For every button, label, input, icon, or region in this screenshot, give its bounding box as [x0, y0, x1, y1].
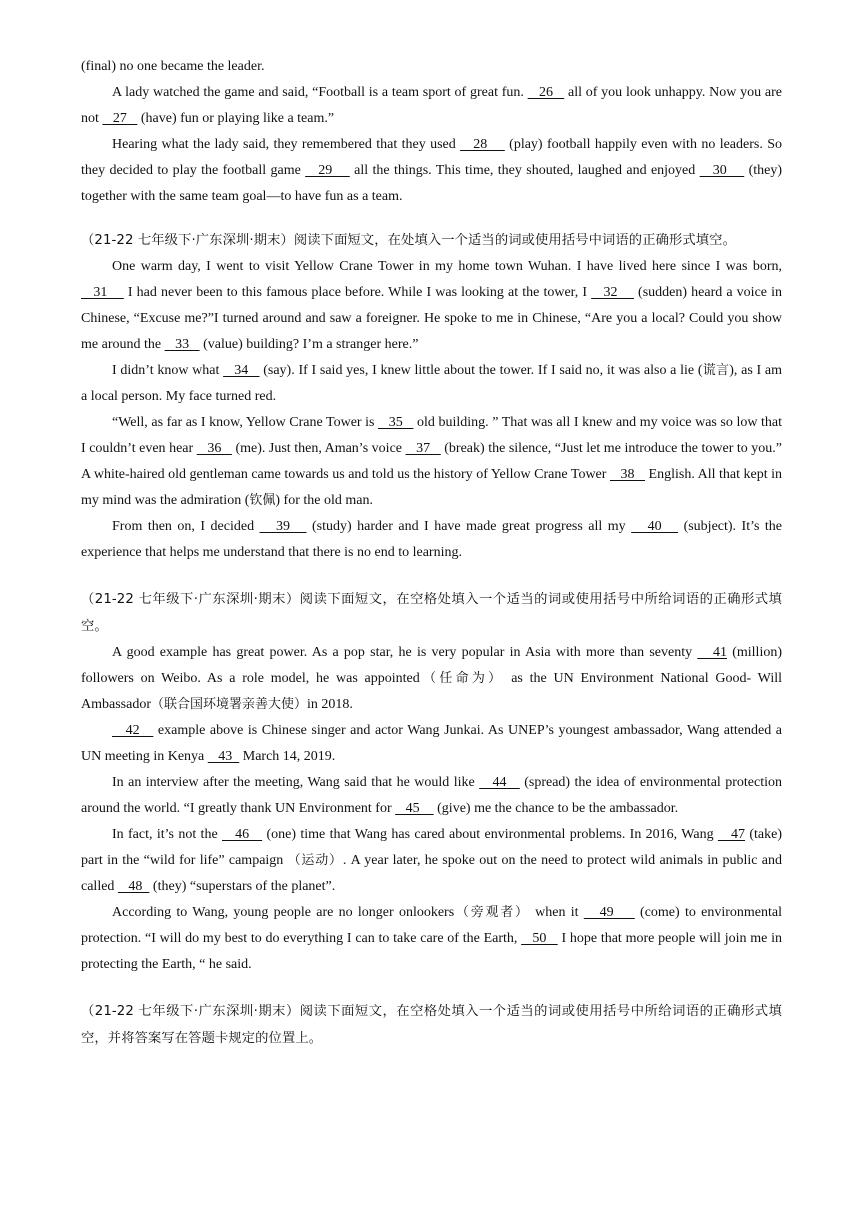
- chinese-gloss: （运动）: [287, 853, 343, 868]
- answer-blank: 32: [591, 285, 634, 300]
- text-run: (value) building? I’m a stranger here.”: [199, 337, 419, 352]
- answer-blank: 26: [527, 85, 565, 100]
- answer-blank: 44: [479, 775, 520, 790]
- text-run: all the things. This time, they shouted, laughed and enjoyed: [349, 163, 700, 178]
- answer-blank: 46: [222, 827, 263, 842]
- answer-blank: 50: [521, 931, 558, 946]
- answer-blank: 37: [405, 441, 441, 456]
- answer-blank: 39: [259, 519, 307, 534]
- text-run: (sudden) heard a voice in Chinese, “Excuse me?”I turned around and saw a foreigner. He spoke to me in Chinese, “Are you a local? Could you show me around the: [81, 285, 782, 352]
- paragraph: [81, 54, 782, 80]
- text-run: (break) the silence, “Just let me introduce the tower to you.” A white-haired old gentleman came towards us and told us the history of Yellow Crane Tower: [81, 441, 783, 482]
- text-run: old building. ” That was all I knew and my voice was so low that I couldn’t even hear: [81, 415, 782, 456]
- paragraph: [81, 410, 782, 514]
- text-run: A good example has great power. As a pop star, he is very popular in Asia with more than seventy: [112, 645, 698, 660]
- answer-blank: 48: [117, 879, 150, 894]
- text-run: I had never been to this famous place before. While I was looking at the tower, I: [123, 285, 592, 300]
- paragraph: [81, 900, 782, 978]
- chinese-gloss: 钦佩: [249, 493, 276, 508]
- passage-3: [81, 640, 782, 978]
- text-run: March 14, 2019.: [239, 749, 336, 764]
- answer-blank: 42: [112, 723, 154, 738]
- paragraph: [81, 514, 782, 566]
- text-run: English. All that kept in my mind was the admiration (: [81, 467, 783, 508]
- answer-blank: 36: [196, 441, 232, 456]
- text-run: From then on, I decided: [112, 519, 260, 534]
- paragraph: [81, 822, 782, 900]
- answer-blank: 27: [102, 111, 138, 126]
- answer-blank: 40: [631, 519, 679, 534]
- answer-blank: 29: [305, 163, 350, 178]
- paragraph: [81, 718, 782, 770]
- text-run: (one) time that Wang has cared about environmental problems. In 2016, Wang: [262, 827, 718, 842]
- answer-blank: 28: [460, 137, 505, 152]
- text-run: in 2018.: [307, 697, 353, 712]
- chinese-gloss: （联合国环境署亲善大使）: [151, 697, 308, 712]
- answer-blank: 31: [81, 285, 124, 300]
- paragraph: [81, 132, 782, 210]
- answer-blank: 30: [699, 163, 745, 178]
- text-run: . A year later, he spoke out on the need to protect wild animals in public and called: [81, 853, 782, 894]
- answer-blank: 35: [378, 415, 414, 430]
- section-header-3: （21-22 七年级下·广东深圳·期末）阅读下面短文，在空格处填入一个适当的词或使用括号中所给词语的正确形式填空。: [81, 592, 782, 634]
- answer-blank: 45: [395, 801, 434, 816]
- answer-blank: 43: [207, 749, 240, 764]
- text-run: (play) football happily even with no leaders. So they decided to play the football game: [81, 137, 782, 178]
- text-run: ), as I am a local person. My face turned red.: [81, 363, 783, 404]
- answer-blank: 33: [164, 337, 200, 352]
- text-run: (give) me the chance to be the ambassador.: [433, 801, 679, 816]
- text-run: as the UN Environment National Good- Will Ambassador: [81, 671, 782, 712]
- answer-blank: 38: [609, 467, 646, 482]
- chinese-gloss: （旁观者）: [454, 905, 530, 920]
- text-run: A lady watched the game and said, “Football is a team sport of great fun.: [112, 85, 528, 100]
- text-run: (final) no one became the leader.: [81, 59, 265, 74]
- paragraph: [81, 254, 782, 358]
- text-run: (million) followers on Weibo. As a role model, he was appointed: [81, 645, 782, 686]
- text-run: (spread) the idea of environmental protection around the world. “I greatly thank UN Environment for: [81, 775, 782, 816]
- text-run: (they) together with the same team goal—to have fun as a team.: [81, 163, 783, 204]
- text-run: example above is Chinese singer and actor Wang Junkai. As UNEP’s youngest ambassador, Wang attended a UN meeting in Kenya: [81, 723, 782, 764]
- paragraph: [81, 770, 782, 822]
- text-run: In an interview after the meeting, Wang said that he would like: [112, 775, 480, 790]
- section-header-4: （21-22 七年级下·广东深圳·期末）阅读下面短文，在空格处填入一个适当的词或使用括号中所给词语的正确形式填空，并将答案写在答题卡规定的位置上。: [81, 1004, 782, 1046]
- text-run: all of you look unhappy. Now you are not: [81, 85, 782, 126]
- text-run: (take) part in the “wild for life” campaign: [81, 827, 782, 868]
- text-run: (have) fun or playing like a team.”: [137, 111, 335, 126]
- answer-blank: 49: [583, 905, 635, 920]
- text-run: (me). Just then, Aman’s voice: [231, 441, 406, 456]
- chinese-gloss: 谎言: [702, 363, 730, 378]
- answer-blank: 34: [223, 363, 260, 378]
- text-run: (say). If I said yes, I knew little about the tower. If I said no, it was also a lie (: [259, 363, 703, 378]
- answer-blank: 41: [697, 645, 727, 660]
- text-run: I hope that more people will join me in protecting the Earth, “ he said.: [81, 931, 782, 972]
- text-run: (come) to environmental protection. “I will do my best to do everything I can to take care of the Earth,: [81, 905, 782, 946]
- text-run: Hearing what the lady said, they remembered that they used: [112, 137, 461, 152]
- text-run: In fact, it’s not the: [112, 827, 223, 842]
- text-run: One warm day, I went to visit Yellow Crane Tower in my home town Wuhan. I have lived here since I was born,: [112, 259, 782, 274]
- paragraph: [81, 80, 782, 132]
- text-run: when it: [529, 905, 584, 920]
- paragraph: [81, 640, 782, 718]
- answer-blank: 47: [717, 827, 745, 842]
- text-run: “Well, as far as I know, Yellow Crane Tower is: [112, 415, 379, 430]
- text-run: According to Wang, young people are no longer onlookers: [112, 905, 455, 920]
- text-run: (subject). It’s the experience that helps me understand that there is no end to learning.: [81, 519, 783, 560]
- section-header-2: （21-22 七年级下·广东深圳·期末）阅读下面短文，在处填入一个适当的词或使用括号中词语的正确形式填空。: [81, 233, 736, 248]
- text-run: (study) harder and I have made great progress all my: [306, 519, 632, 534]
- passage-2: [81, 254, 782, 566]
- text-run: (they) “superstars of the planet”.: [149, 879, 336, 894]
- text-run: I didn’t know what: [112, 363, 224, 378]
- document-page: [81, 54, 782, 1052]
- chinese-gloss: （任命为）: [419, 671, 505, 686]
- text-run: ) for the old man.: [275, 493, 373, 508]
- passage-1: [81, 54, 782, 210]
- paragraph: [81, 358, 782, 410]
